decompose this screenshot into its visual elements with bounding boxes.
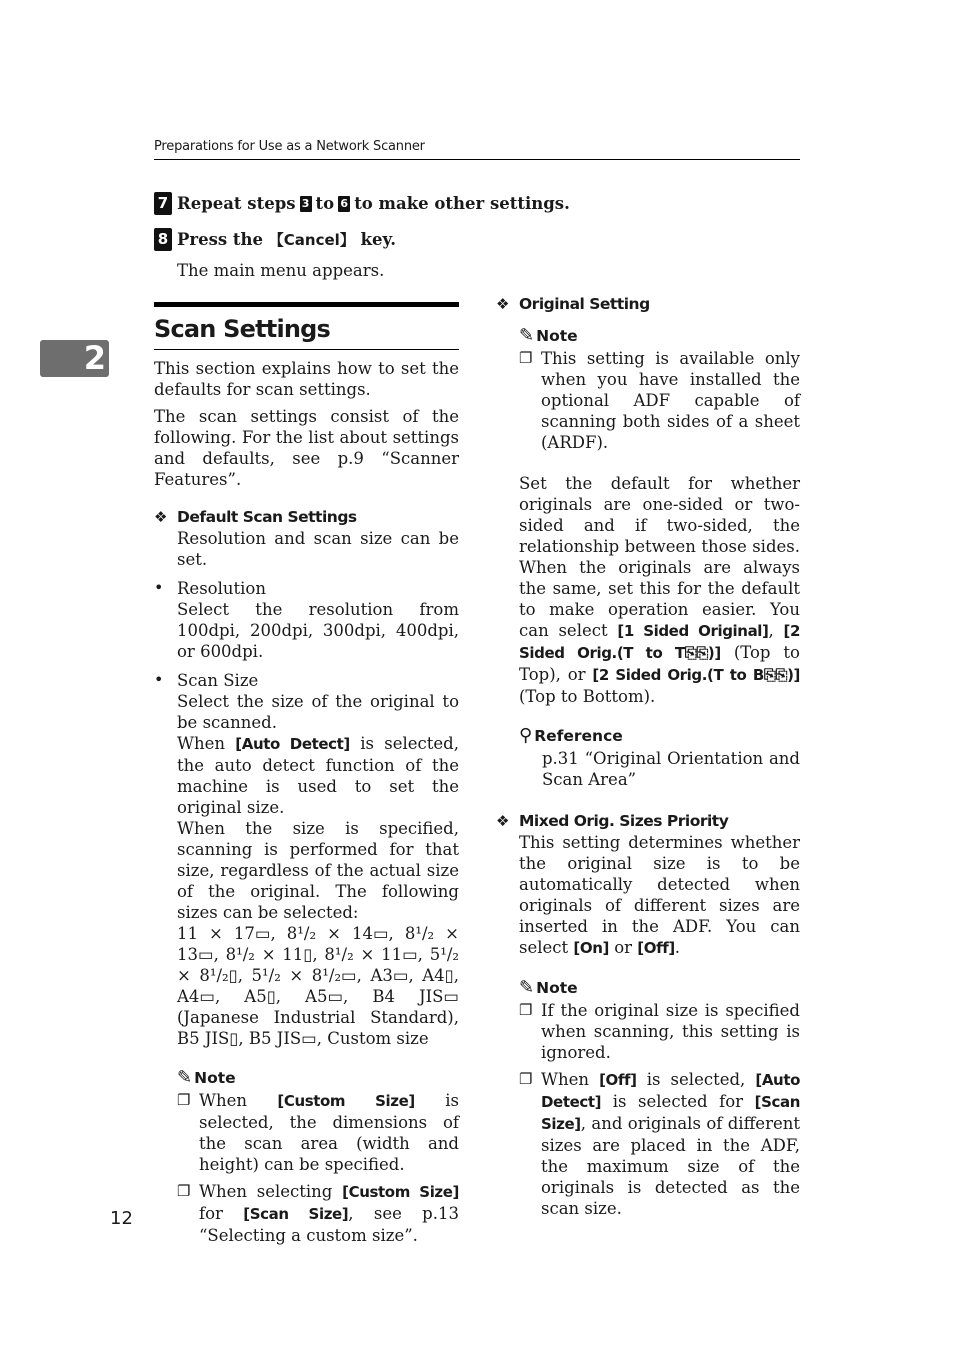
checkbox-icon: ❐ xyxy=(177,1182,191,1200)
note-item xyxy=(177,1090,459,1175)
mixed-sizes-heading-text: Mixed Orig. Sizes Priority xyxy=(519,812,729,830)
text-fragment: for xyxy=(199,1204,223,1223)
chapter-tab: 2 xyxy=(40,340,109,377)
text-fragment: or xyxy=(614,938,633,957)
off-key: [Off] xyxy=(637,939,675,957)
two-sided-top-to-top-key: [2 Sided Orig.(T to T⎘⎘)] xyxy=(519,622,801,662)
diamond-icon: ❖ xyxy=(154,508,167,526)
section-intro-2: The scan settings consist of the following. For the list about settings and defaults, see p.9 “Scanner Features”. xyxy=(154,407,459,489)
reference-text: p.31 “Original Orientation and Scan Area” xyxy=(542,749,800,789)
step-7-text-c: to make other settings. xyxy=(354,194,570,213)
header-rule xyxy=(154,159,800,160)
step-7 xyxy=(154,192,570,215)
text-fragment: is selected for xyxy=(612,1092,744,1111)
pencil-icon: ✎ xyxy=(177,1067,193,1088)
cancel-key-label: 【Cancel】 xyxy=(268,231,355,249)
reference-icon: ⚲ xyxy=(519,725,533,746)
default-scan-heading xyxy=(154,508,459,526)
step-7-text-a: Repeat steps xyxy=(177,194,296,213)
text-fragment: , see p.13 “Selecting a custom size”. xyxy=(199,1204,459,1245)
step-8-result: The main menu appears. xyxy=(177,261,385,280)
note-item xyxy=(519,1069,800,1219)
text-fragment: is selected, the dimensions of the scan area (width and height) can be specified. xyxy=(199,1091,460,1174)
step-8 xyxy=(154,228,396,251)
diamond-icon: ❖ xyxy=(496,295,509,313)
text-fragment: (Top to Top), or xyxy=(519,643,800,684)
mixed-sizes-note-1: If the original size is specified when scanning, this setting is ignored. xyxy=(541,1001,800,1062)
original-setting-heading-text: Original Setting xyxy=(519,295,650,313)
default-scan-desc: Resolution and scan size can be set. xyxy=(177,529,459,569)
auto-detect-key: [Auto Detect] xyxy=(235,735,350,753)
scan-size-name: Scan Size xyxy=(177,671,259,690)
reference-heading xyxy=(519,725,800,746)
scan-size-key: [Scan Size] xyxy=(243,1205,349,1223)
text-fragment: , and originals of different sizes are placed in the ADF, the maximum size of the originals is detected as the scan size. xyxy=(541,1114,800,1218)
on-key: [On] xyxy=(573,939,609,957)
note-label: Note xyxy=(536,326,578,345)
page-number: 12 xyxy=(110,1208,133,1229)
bullet-icon: • xyxy=(154,670,164,689)
text-fragment: When xyxy=(177,734,225,753)
text-fragment: This setting determines whether the original size is to be automatically detected when originals of different sizes are inserted in the ADF. You can select xyxy=(519,833,800,957)
auto-detect-key: [Auto Detect] xyxy=(541,1071,801,1111)
text-fragment: When selecting xyxy=(199,1182,333,1201)
section-rule-top xyxy=(154,302,459,307)
bullet-icon: • xyxy=(154,578,164,597)
text-fragment: , xyxy=(768,621,774,640)
section-intro-1: This section explains how to set the defaults for scan settings. xyxy=(154,359,459,399)
note-item xyxy=(519,348,800,453)
note-heading xyxy=(519,977,800,998)
text-fragment: When xyxy=(199,1091,247,1110)
step-number-icon: 8 xyxy=(154,228,172,251)
text-fragment: is selected, xyxy=(646,1070,746,1089)
step-ref-icon: 3 xyxy=(300,196,312,212)
original-setting-desc xyxy=(519,473,800,707)
note-item xyxy=(177,1181,459,1246)
scan-size-desc-1: Select the size of the original to be scanned. xyxy=(177,692,459,732)
mixed-sizes-heading xyxy=(496,812,800,830)
checkbox-icon: ❐ xyxy=(519,1001,533,1019)
diamond-icon: ❖ xyxy=(496,812,509,830)
checkbox-icon: ❐ xyxy=(177,1091,191,1109)
checkbox-icon: ❐ xyxy=(519,349,533,367)
two-sided-top-to-bottom-key: [2 Sided Orig.(T to B⎘⎘)] xyxy=(592,666,800,684)
one-sided-original-key: [1 Sided Original] xyxy=(617,622,769,640)
mixed-sizes-desc xyxy=(519,832,800,959)
off-key: [Off] xyxy=(599,1071,637,1089)
text-fragment: is selected, the auto detect function of the machine is used to set the original size. xyxy=(177,734,459,817)
checkbox-icon: ❐ xyxy=(519,1070,533,1088)
note-label: Note xyxy=(536,978,578,997)
scan-size-desc-2 xyxy=(177,733,459,818)
step-ref-icon: 6 xyxy=(338,196,350,212)
custom-size-key: [Custom Size] xyxy=(342,1183,459,1201)
text-fragment: (Top to Bottom). xyxy=(519,687,656,706)
step-8-text-b: key. xyxy=(360,230,396,249)
scan-size-list: 11 × 17▭, 8¹/₂ × 14▭, 8¹/₂ × 13▭, 8¹/₂ × 11▯, 8¹/₂ × 11▭, 5¹/₂ × 8¹/₂▯, 5¹/₂ × 8¹/₂▭, A3▭, A4▯, A4▭, A5▯, A5▭, B4 JIS▭ (Japanese Industrial Standard), B5 JIS▯, B5 JIS▭, Custom size xyxy=(177,924,459,1048)
step-8-text-a: Press the xyxy=(177,230,264,249)
scan-size-desc-3: When the size is specified, scanning is performed for that size, regardless of the actual size of the original. The following sizes can be selected: xyxy=(177,819,459,922)
text-fragment: When xyxy=(541,1070,589,1089)
running-header: Preparations for Use as a Network Scanner xyxy=(154,139,425,154)
section-title: Scan Settings xyxy=(154,315,331,343)
left-column xyxy=(154,302,459,1252)
pencil-icon: ✎ xyxy=(519,325,535,346)
pencil-icon: ✎ xyxy=(519,977,535,998)
custom-size-key: [Custom Size] xyxy=(277,1092,415,1110)
right-column xyxy=(496,295,800,1225)
note-heading xyxy=(519,325,800,346)
note-label: Note xyxy=(194,1068,236,1087)
step-7-text-b: to xyxy=(315,194,335,213)
reference-label: Reference xyxy=(534,726,623,745)
text-fragment: Set the default for whether originals are one-sided or two-sided and if two-sided, the relationship between those sides. When the originals are always the same, set this for the default to make operation easier. You can select xyxy=(519,474,800,640)
text-fragment: . xyxy=(674,938,681,957)
note-item xyxy=(519,1000,800,1063)
section-rule-bottom xyxy=(154,349,459,350)
original-setting-heading xyxy=(496,295,800,313)
scan-size-key: [Scan Size] xyxy=(541,1093,801,1133)
step-number-icon: 7 xyxy=(154,192,172,215)
resolution-name: Resolution xyxy=(177,579,266,598)
resolution-desc: Select the resolution from 100dpi, 200dpi, 300dpi, 400dpi, or 600dpi. xyxy=(177,600,459,661)
list-item xyxy=(154,578,459,662)
list-item xyxy=(154,670,459,1049)
default-scan-heading-text: Default Scan Settings xyxy=(177,508,357,526)
original-setting-note: This setting is available only when you have installed the optional ADF capable of scanning both sides of a sheet (ARDF). xyxy=(541,349,800,452)
note-heading xyxy=(177,1067,459,1088)
